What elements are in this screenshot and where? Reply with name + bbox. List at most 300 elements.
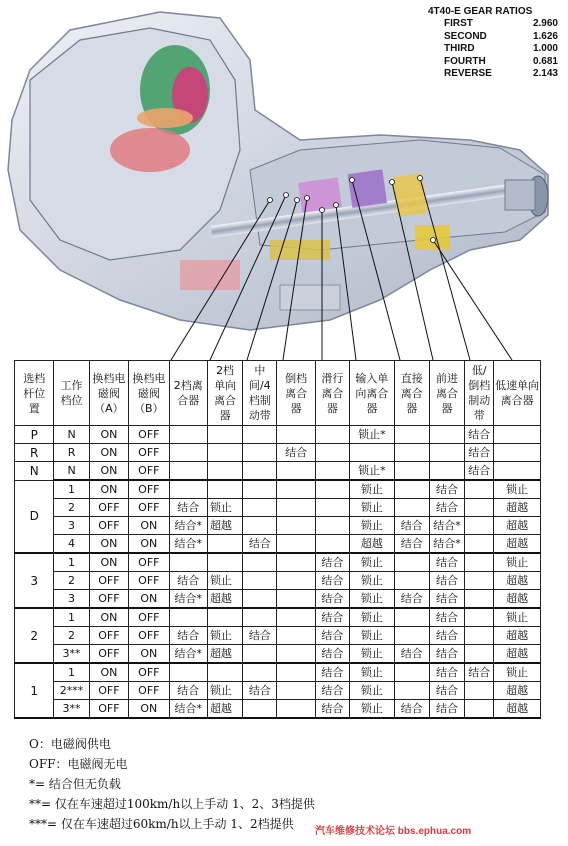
column-header: [243, 361, 277, 426]
table-cell: 锁止: [350, 517, 395, 535]
table-cell: 结合: [243, 627, 277, 645]
table-cell: [243, 590, 277, 609]
column-header-line: 档位: [60, 394, 83, 407]
table-cell: [394, 663, 429, 682]
column-header-line: 工作: [60, 379, 83, 392]
table-cell: 锁止*: [350, 462, 395, 481]
column-header: [429, 361, 464, 426]
column-header-line: （A）: [94, 401, 124, 415]
table-cell: 1: [54, 553, 89, 572]
table-cell: 结合: [429, 608, 464, 627]
table-cell: [243, 663, 277, 682]
table-cell: ON: [89, 535, 128, 554]
column-header-line: 离合: [400, 386, 423, 400]
gear-name: REVERSE: [444, 68, 492, 79]
gear-ratio-value: 0.681: [532, 55, 558, 67]
table-cell: OFF: [129, 480, 169, 499]
table-cell: 结合: [315, 572, 349, 590]
table-row: [15, 462, 541, 481]
gear-ratios-title: 4T40-E GEAR RATIOS: [428, 6, 533, 17]
table-row: [15, 608, 541, 627]
table-cell: [394, 608, 429, 627]
table-cell: [465, 645, 494, 664]
table-cell: [169, 444, 207, 462]
table-cell: 结合: [429, 663, 464, 682]
table-cell: ON: [89, 608, 128, 627]
table-row: [15, 426, 541, 444]
table-cell: [277, 462, 315, 481]
table-cell: 超越: [207, 517, 242, 535]
table-cell: OFF: [89, 499, 128, 517]
column-header-line: 器: [441, 401, 453, 415]
table-cell: ON: [129, 700, 169, 719]
table-cell: 结合: [465, 426, 494, 444]
gear-ratio-value: 1.626: [532, 30, 558, 42]
table-cell: [277, 480, 315, 499]
column-header-line: 换档电: [132, 371, 166, 385]
table-cell: [494, 426, 541, 444]
table-cell: OFF: [89, 572, 128, 590]
table-cell: 锁止: [207, 499, 242, 517]
column-header-line: 中: [254, 364, 266, 377]
table-cell: [277, 553, 315, 572]
table-cell: [429, 426, 464, 444]
table-cell: 结合: [169, 572, 207, 590]
table-cell: [394, 627, 429, 645]
table-cell: [243, 444, 277, 462]
table-cell: ON: [89, 553, 128, 572]
gear-ratio-row: [428, 56, 558, 69]
table-cell: [277, 700, 315, 719]
table-cell: 超越: [494, 590, 541, 609]
table-cell: [315, 499, 349, 517]
table-cell: [207, 480, 242, 499]
table-cell: OFF: [89, 682, 128, 700]
table-cell: ON: [89, 480, 128, 499]
table-cell: 结合: [169, 499, 207, 517]
gear-ratio-row: [428, 31, 558, 44]
column-header-line: 滑行: [321, 371, 344, 385]
table-cell: 2: [54, 627, 89, 645]
table-cell: [243, 499, 277, 517]
note-line: OFF：电磁阀无电: [29, 757, 128, 771]
table-cell: OFF: [89, 645, 128, 664]
table-cell: 4: [54, 535, 89, 554]
table-cell: 锁止: [207, 682, 242, 700]
table-cell: ON: [129, 517, 169, 535]
table-cell: [394, 682, 429, 700]
column-header: [129, 361, 169, 426]
table-cell: 超越: [494, 572, 541, 590]
table-cell: 结合: [315, 663, 349, 682]
column-header-line: 器: [290, 401, 302, 415]
table-cell: ON: [89, 663, 128, 682]
table-cell: 超越: [207, 645, 242, 664]
column-header: [207, 361, 242, 426]
gear-name: THIRD: [444, 43, 475, 54]
column-header-line: 器: [366, 401, 378, 415]
table-cell: ON: [89, 426, 128, 444]
table-cell: 结合*: [169, 700, 207, 719]
table-cell: 结合: [315, 700, 349, 719]
table-cell: 超越: [494, 682, 541, 700]
table-cell: [169, 553, 207, 572]
table-cell: [465, 553, 494, 572]
table-cell: 超越: [207, 590, 242, 609]
table-cell: 结合: [243, 682, 277, 700]
table-cell: OFF: [129, 608, 169, 627]
table-cell: 结合: [429, 480, 464, 499]
table-cell: OFF: [129, 572, 169, 590]
note-line: **= 仅在车速超过100km/h以上手动 1、2、3档提供: [29, 797, 315, 811]
table-cell: 结合: [315, 682, 349, 700]
table-cell: 锁止: [350, 700, 395, 719]
table-cell: 2: [54, 572, 89, 590]
table-cell: OFF: [129, 663, 169, 682]
table-cell: [207, 426, 242, 444]
table-row: [15, 553, 541, 572]
table-cell: 结合: [465, 444, 494, 462]
table-cell: 锁止: [350, 480, 395, 499]
table-cell: [465, 499, 494, 517]
shift-apply-table: [14, 360, 541, 719]
column-header-line: 离合: [285, 386, 308, 400]
table-row: [15, 499, 541, 517]
column-header-line: 制动: [468, 394, 491, 407]
table-cell: 结合: [394, 517, 429, 535]
column-header-line: 器: [326, 401, 338, 415]
gear-ratio-row: [428, 43, 558, 56]
gear-ratios-legend: [428, 6, 558, 81]
table-cell: [277, 645, 315, 664]
table-row: [15, 535, 541, 554]
column-header-line: 单向: [214, 379, 237, 392]
column-header-line: 器: [406, 401, 418, 415]
table-cell: 结合: [394, 590, 429, 609]
table-cell: [243, 645, 277, 664]
table-row: [15, 480, 541, 499]
table-cell: 结合: [315, 627, 349, 645]
column-header-line: 前进: [436, 371, 459, 385]
note-line: O：电磁阀供电: [29, 737, 111, 751]
gear-name: FOURTH: [444, 55, 486, 67]
table-cell: 结合: [277, 444, 315, 462]
table-cell: ON: [129, 590, 169, 609]
table-cell: 结合: [169, 627, 207, 645]
gear-ratio-value: 2.960: [532, 18, 558, 29]
table-cell: [277, 535, 315, 554]
table-cell: OFF: [129, 444, 169, 462]
table-cell: [243, 608, 277, 627]
table-cell: [243, 517, 277, 535]
gear-ratio-value: 2.143: [532, 68, 558, 79]
table-cell: 锁止: [494, 608, 541, 627]
column-header: [169, 361, 207, 426]
table-row: [15, 645, 541, 664]
table-row: [15, 700, 541, 719]
column-header-line: 向离合: [355, 386, 389, 400]
table-cell: 3**: [54, 700, 89, 719]
table-cell: 结合: [429, 682, 464, 700]
table-cell: [277, 426, 315, 444]
column-header-line: （B）: [134, 401, 164, 415]
table-cell: ON: [89, 462, 128, 481]
table-cell: OFF: [129, 553, 169, 572]
table-cell: [465, 572, 494, 590]
table-cell: 锁止: [494, 663, 541, 682]
lever-position-cell: 1: [15, 663, 54, 718]
table-cell: OFF: [89, 627, 128, 645]
table-row: [15, 517, 541, 535]
table-cell: [207, 535, 242, 554]
table-cell: [394, 462, 429, 481]
column-header-line: 低速单向: [495, 379, 540, 392]
table-cell: [315, 462, 349, 481]
gear-name: SECOND: [444, 30, 487, 42]
table-cell: [315, 444, 349, 462]
lever-position-cell: D: [15, 480, 54, 553]
table-cell: 1: [54, 608, 89, 627]
column-header-line: 离合: [436, 386, 459, 400]
table-cell: [207, 553, 242, 572]
table-cell: 结合*: [169, 645, 207, 664]
table-row: [15, 444, 541, 462]
table-cell: OFF: [129, 426, 169, 444]
table-cell: 结合: [315, 590, 349, 609]
table-cell: 结合: [315, 608, 349, 627]
table-cell: [243, 572, 277, 590]
table-cell: R: [54, 444, 89, 462]
column-header-line: 档制: [248, 394, 271, 407]
table-cell: 锁止: [350, 572, 395, 590]
column-header: [315, 361, 349, 426]
table-cell: [494, 444, 541, 462]
table-cell: [207, 444, 242, 462]
table-cell: [315, 480, 349, 499]
table-cell: [494, 462, 541, 481]
table-cell: [277, 608, 315, 627]
column-header: [277, 361, 315, 426]
column-header-line: 倒档: [468, 379, 491, 392]
table-cell: [394, 426, 429, 444]
column-header-line: 输入单: [355, 371, 389, 385]
column-header-line: 动带: [248, 409, 271, 422]
gear-ratio-row: [428, 18, 558, 31]
table-cell: 结合: [429, 645, 464, 664]
column-header-line: 离合: [321, 386, 344, 400]
table-cell: [169, 426, 207, 444]
table-cell: 超越: [350, 535, 395, 554]
table-cell: 超越: [494, 700, 541, 719]
legend-notes: [29, 734, 315, 834]
table-cell: 锁止: [350, 627, 395, 645]
table-cell: 结合: [315, 553, 349, 572]
table-cell: 锁止: [494, 480, 541, 499]
table-cell: [243, 462, 277, 481]
table-cell: OFF: [89, 590, 128, 609]
table-cell: OFF: [129, 462, 169, 481]
table-cell: 锁止: [207, 572, 242, 590]
table-cell: 结合: [429, 627, 464, 645]
table-cell: 2***: [54, 682, 89, 700]
table-cell: [315, 517, 349, 535]
table-cell: [277, 499, 315, 517]
column-header-line: 磁阀: [97, 386, 120, 400]
table-cell: 锁止: [350, 608, 395, 627]
column-header: [54, 361, 89, 426]
column-header: [350, 361, 395, 426]
table-cell: 结合: [394, 645, 429, 664]
table-cell: [169, 608, 207, 627]
table-cell: OFF: [89, 517, 128, 535]
column-header-line: 器: [219, 409, 231, 422]
column-header-line: 直接: [400, 371, 423, 385]
column-header: [89, 361, 128, 426]
table-cell: 锁止: [350, 553, 395, 572]
table-cell: [394, 480, 429, 499]
table-cell: [277, 682, 315, 700]
table-cell: [277, 517, 315, 535]
table-cell: 3**: [54, 645, 89, 664]
table-cell: [429, 462, 464, 481]
table-cell: 结合: [429, 553, 464, 572]
note-line: ***= 仅在车速超过60km/h以上手动 1、2档提供: [29, 817, 294, 831]
table-cell: 3: [54, 590, 89, 609]
column-header-line: 磁阀: [137, 386, 160, 400]
table-cell: OFF: [89, 700, 128, 719]
table-cell: [394, 444, 429, 462]
column-header-line: 离合器: [500, 394, 534, 407]
column-header-line: 2档离: [173, 379, 203, 392]
column-header-line: 2档: [216, 364, 235, 377]
table-cell: 锁止*: [350, 426, 395, 444]
table-cell: [394, 553, 429, 572]
table-cell: 3: [54, 517, 89, 535]
column-header-line: 离合: [214, 394, 237, 407]
table-cell: 锁止: [350, 682, 395, 700]
table-cell: [465, 627, 494, 645]
table-cell: [394, 499, 429, 517]
gear-ratio-value: 1.000: [532, 43, 558, 54]
table-cell: 锁止: [350, 645, 395, 664]
table-cell: 结合: [169, 682, 207, 700]
table-cell: 超越: [494, 627, 541, 645]
table-row: [15, 590, 541, 609]
table-cell: [207, 462, 242, 481]
table-cell: 锁止: [350, 499, 395, 517]
table-cell: 结合*: [169, 590, 207, 609]
column-header-line: 置: [28, 401, 40, 415]
table-cell: 结合*: [169, 535, 207, 554]
table-cell: 结合*: [429, 535, 464, 554]
table-cell: 结合: [465, 663, 494, 682]
table-cell: 锁止: [350, 663, 395, 682]
gear-ratio-row: [428, 68, 558, 81]
table-cell: N: [54, 426, 89, 444]
table-cell: [277, 572, 315, 590]
table-cell: 超越: [494, 499, 541, 517]
lever-position-cell: N: [15, 462, 54, 481]
table-cell: [277, 627, 315, 645]
table-cell: 结合: [315, 645, 349, 664]
table-cell: 结合: [429, 499, 464, 517]
table-cell: [169, 663, 207, 682]
table-cell: 锁止: [494, 553, 541, 572]
table-cell: [243, 480, 277, 499]
table-cell: [315, 426, 349, 444]
watermark: 汽车维修技术论坛 bbs.ephua.com: [315, 826, 472, 837]
table-cell: ON: [129, 645, 169, 664]
table-cell: 2: [54, 499, 89, 517]
table-cell: N: [54, 462, 89, 481]
table-cell: [465, 480, 494, 499]
table-cell: [243, 426, 277, 444]
table-cell: 1: [54, 663, 89, 682]
table-cell: [243, 553, 277, 572]
lever-position-cell: 2: [15, 608, 54, 663]
table-cell: ON: [89, 444, 128, 462]
table-cell: [243, 700, 277, 719]
table-cell: 结合*: [169, 517, 207, 535]
lever-position-cell: P: [15, 426, 54, 444]
table-cell: 超越: [207, 700, 242, 719]
table-cell: OFF: [129, 682, 169, 700]
column-header-line: 换档电: [92, 371, 126, 385]
column-header-line: 带: [473, 409, 485, 422]
table-cell: [429, 444, 464, 462]
table-cell: 结合: [243, 535, 277, 554]
table-cell: 结合: [429, 572, 464, 590]
table-cell: 结合: [429, 590, 464, 609]
table-row: [15, 627, 541, 645]
column-header-line: 间/4: [248, 379, 271, 392]
table-cell: [169, 462, 207, 481]
table-cell: [350, 444, 395, 462]
table-cell: 结合: [394, 700, 429, 719]
table-cell: [465, 590, 494, 609]
table-cell: [277, 590, 315, 609]
table-cell: [465, 535, 494, 554]
table-header-row: [15, 361, 541, 426]
table-cell: 锁止: [350, 590, 395, 609]
table-cell: [394, 572, 429, 590]
column-header: [465, 361, 494, 426]
table-cell: [465, 700, 494, 719]
table-row: [15, 572, 541, 590]
table-cell: 结合*: [429, 517, 464, 535]
table-cell: [465, 608, 494, 627]
gear-red: [110, 128, 190, 172]
table-cell: [315, 535, 349, 554]
table-cell: [465, 517, 494, 535]
gear-name: FIRST: [444, 18, 473, 29]
table-cell: 超越: [494, 645, 541, 664]
table-cell: OFF: [129, 499, 169, 517]
table-cell: 超越: [494, 535, 541, 554]
column-header-line: 合器: [177, 394, 200, 407]
table-cell: [169, 480, 207, 499]
column-header-line: 低/: [471, 364, 487, 377]
table-cell: OFF: [129, 627, 169, 645]
column-header-line: 倒档: [285, 371, 308, 385]
table-cell: [207, 608, 242, 627]
column-header-line: 选档: [23, 371, 46, 385]
table-cell: [207, 663, 242, 682]
table-cell: ON: [129, 535, 169, 554]
column-header-line: 杆位: [23, 386, 46, 400]
column-header: [394, 361, 429, 426]
table-cell: [465, 682, 494, 700]
